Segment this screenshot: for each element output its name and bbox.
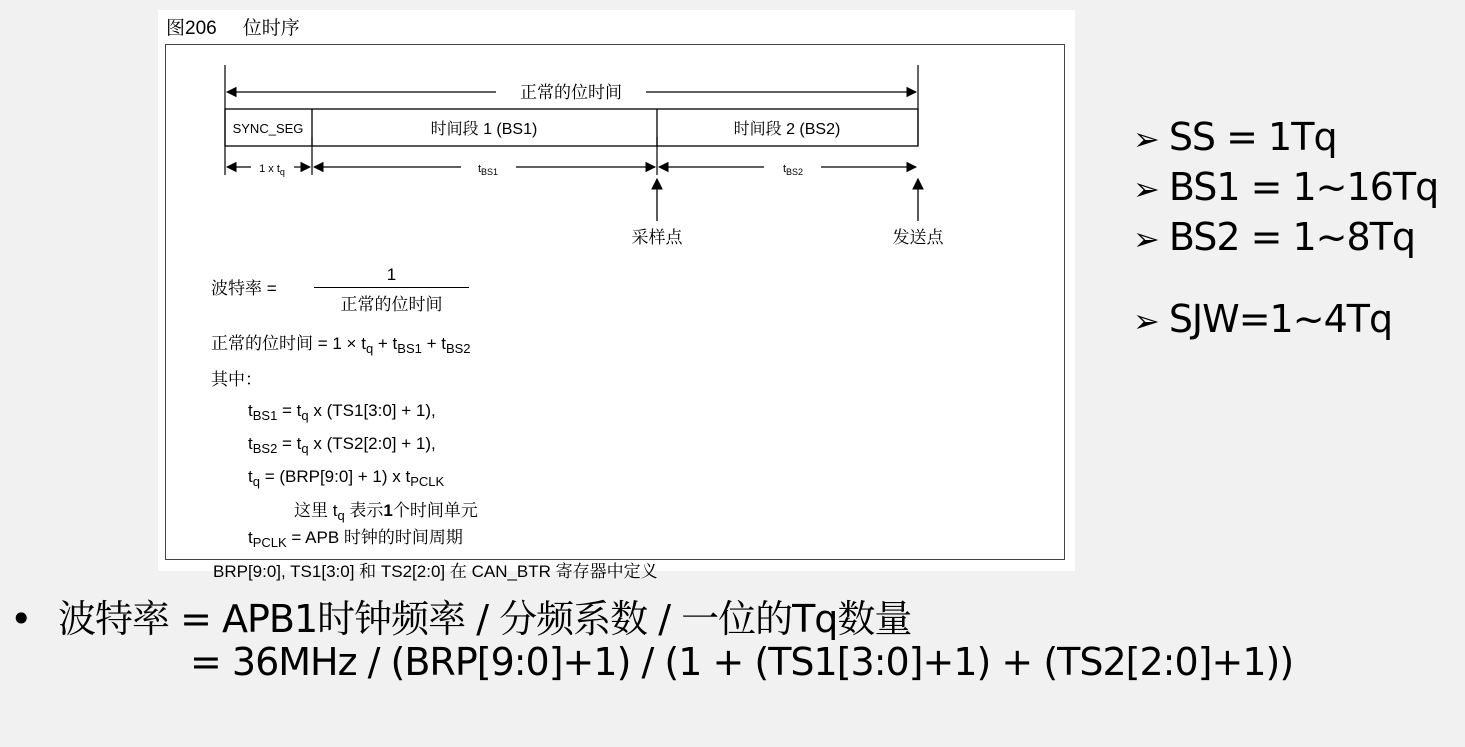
figure-caption (166, 13, 300, 40)
dim-bs2-label: $t_{BS2}$ (782, 163, 804, 177)
arrow-bullet-icon: ➢ (1133, 220, 1159, 258)
transmit-point-label: 发送点 (892, 228, 944, 245)
figure-number: 图206 (166, 18, 217, 39)
tbs1-formula: $t_{BS1} = t_q$ x (TS1[3:0] + 1), (248, 401, 436, 423)
figure-frame (165, 44, 1065, 581)
seg-sync-label: SYNC_SEG (232, 121, 304, 136)
figure-panel (158, 10, 1075, 581)
dim-bs1-label: $t_{BS1}$ (477, 163, 499, 177)
dim-sync-label: 1 x $t_q$ (259, 163, 285, 177)
bit-time-label: 正常的位时间 (520, 83, 622, 102)
bullet-sjw-text: SJW=1~4Tq (1168, 297, 1393, 341)
baud-fraction-denominator: 正常的位时间 (340, 295, 443, 314)
bit-time-formula: 正常的位时间 = $1 \times t_q + t_{BS1} + t_{BS2}$ (211, 334, 471, 356)
bullet-ss-text: SS = 1Tq (1168, 115, 1337, 159)
segment-range-list (1133, 112, 1438, 344)
bullet-bs1 (1133, 162, 1438, 212)
bit-timing-diagram (166, 45, 1066, 245)
figure-title: 位时序 (242, 18, 300, 39)
bullet-bs2 (1133, 212, 1438, 262)
arrow-bullet-icon: ➢ (1133, 302, 1159, 340)
bullet-dot-icon: • (10, 597, 32, 641)
baud-rate-equation-line1 (10, 588, 911, 643)
sample-point-label: 采样点 (631, 228, 683, 245)
tpclk-formula: $t_{PCLK}$ = APB 时钟的时间周期 (248, 528, 463, 550)
baud-fraction (314, 265, 469, 315)
seg-bs1-label: 时间段 1 (BS1) (430, 121, 538, 138)
where-label: 其中： (211, 370, 262, 389)
arrow-bullet-icon: ➢ (1133, 170, 1159, 208)
arrow-bullet-icon: ➢ (1133, 120, 1159, 158)
register-note: BRP[9:0], TS1[3:0] 和 TS2[2:0] 在 CAN_BTR 寄存器中定义 (213, 562, 658, 581)
seg-bs2-label: 时间段 2 (BS2) (733, 121, 841, 138)
bullet-bs1-text: BS1 = 1~16Tq (1168, 165, 1439, 209)
baud-fraction-numerator: 1 (314, 265, 469, 288)
baud-formula-label: 波特率 = (211, 279, 277, 298)
baud-rate-equation-text1: 波特率 = APB1时钟频率 / 分频系数 / 一位的Tq数量 (58, 597, 912, 641)
baud-rate-equation-line2: = 36MHz / (BRP[9:0]+1) / (1 + (TS1[3:0]+1) + (TS2[2:0]+1)) (190, 640, 1294, 684)
tq-note: 这里 $t_q$ 表示1个时间单元 (294, 501, 478, 523)
tbs2-formula: $t_{BS2} = t_q$ x (TS2[2:0] + 1), (248, 434, 436, 456)
bullet-sjw (1133, 294, 1438, 344)
bullet-ss (1133, 112, 1438, 162)
tq-formula: $t_q$ = (BRP[9:0] + 1) x $t_{PCLK}$ (248, 467, 445, 489)
bullet-bs2-text: BS2 = 1~8Tq (1168, 215, 1416, 259)
